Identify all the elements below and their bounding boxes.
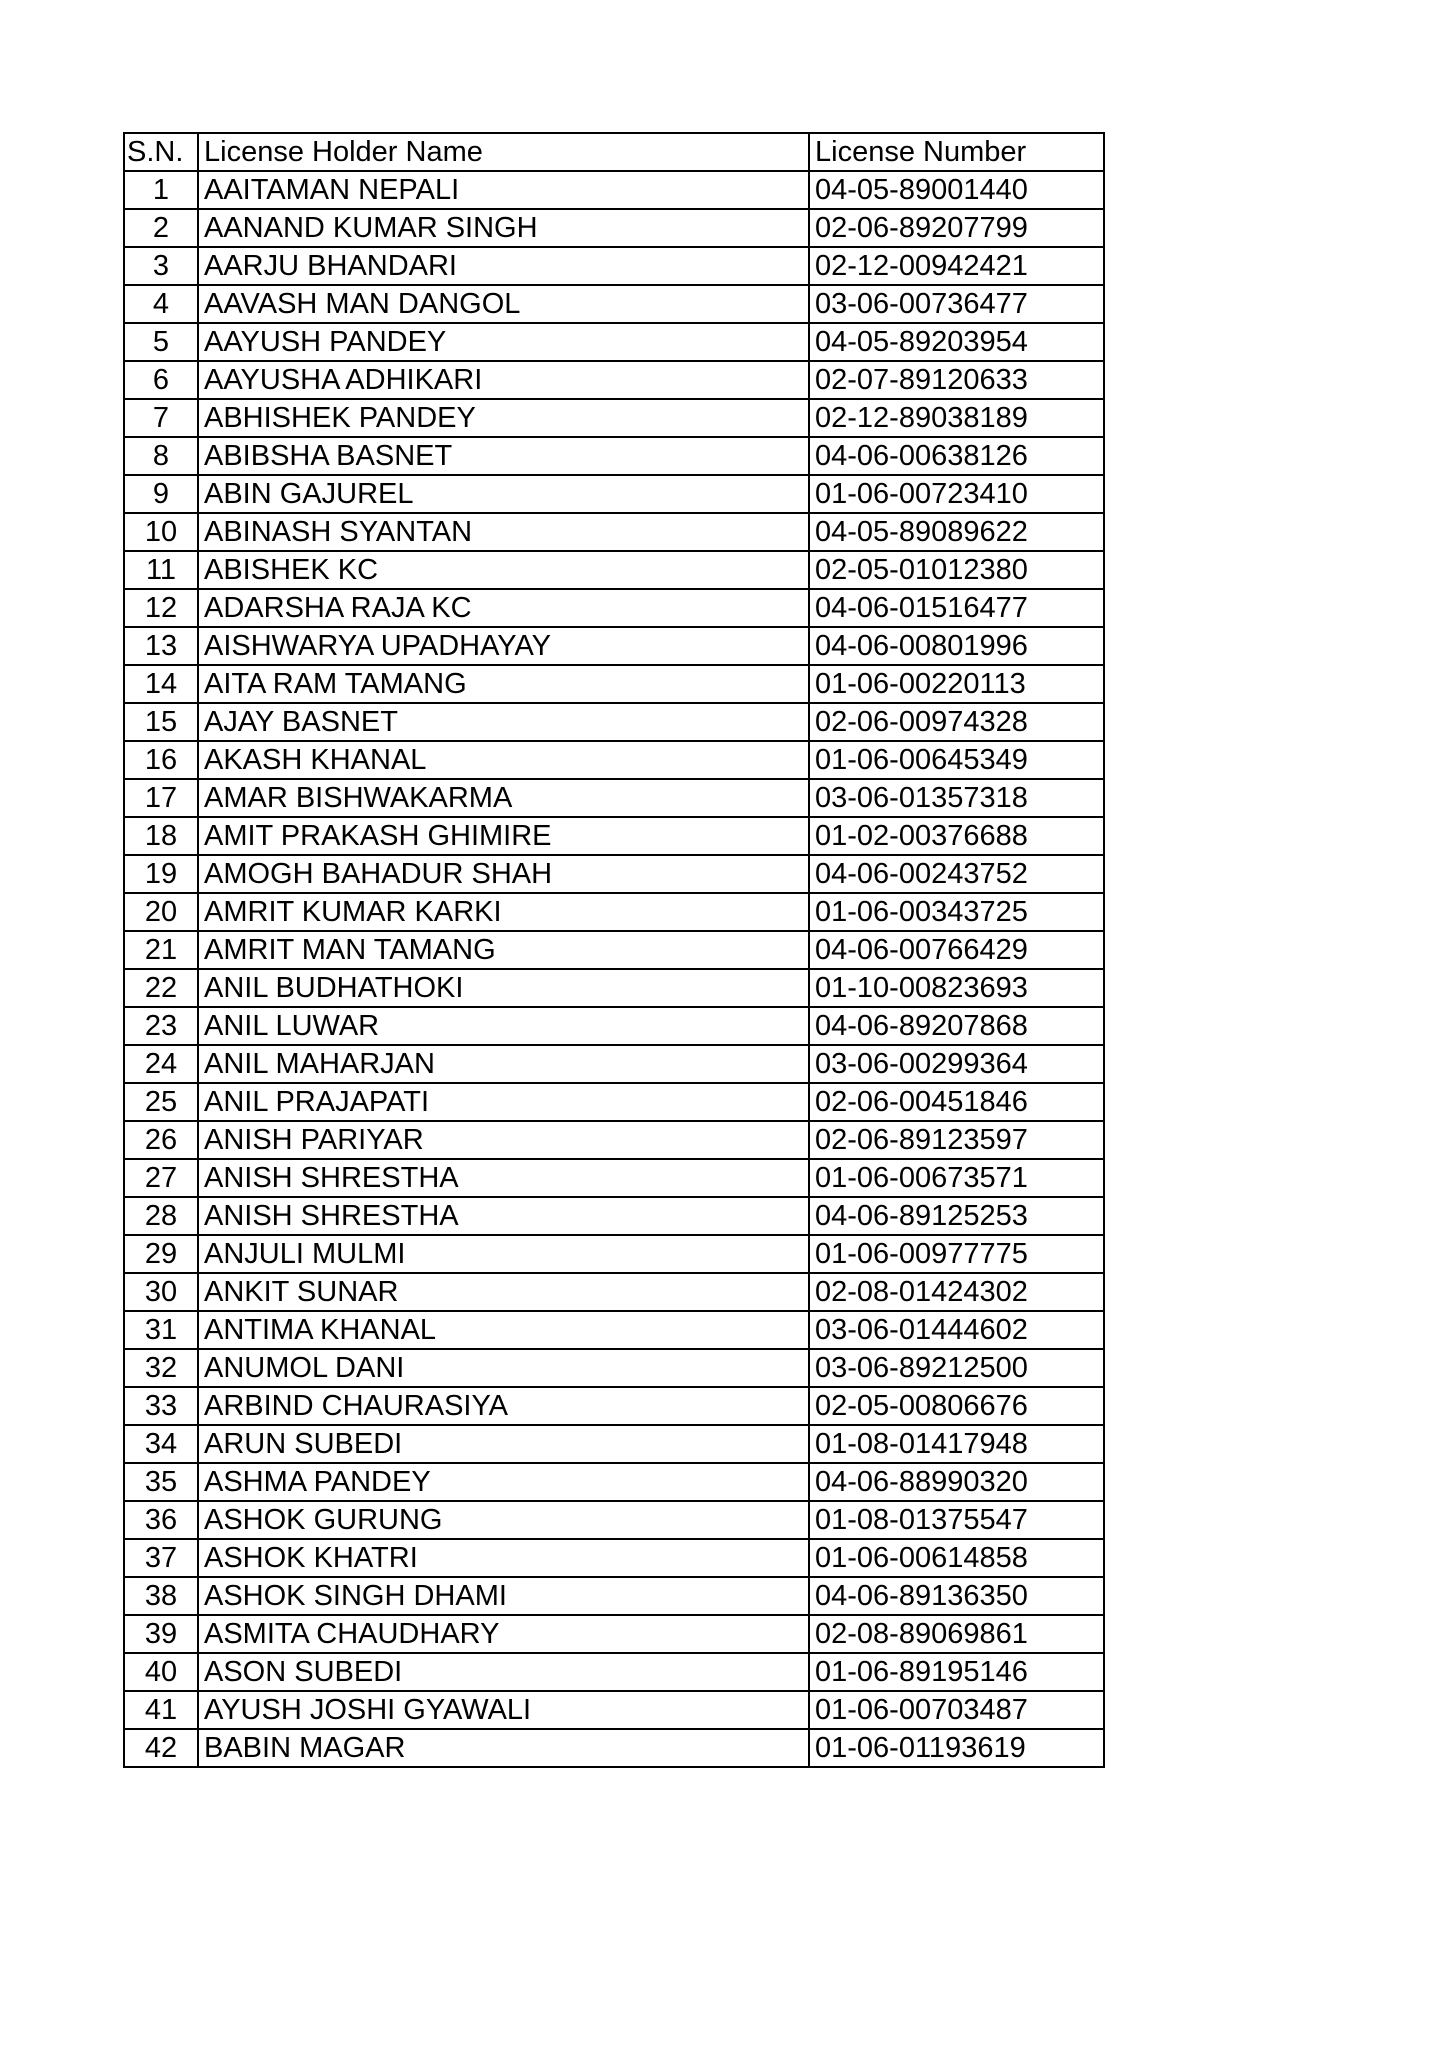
license-number-cell: 01-06-00220113 [809,665,1104,703]
license-number-cell: 01-06-00977775 [809,1235,1104,1273]
license-holder-name-cell: AARJU BHANDARI [198,247,809,285]
license-holder-name-cell: ARUN SUBEDI [198,1425,809,1463]
license-holder-name-cell: ANIL BUDHATHOKI [198,969,809,1007]
table-header [124,133,1104,171]
license-number-cell: 02-06-00451846 [809,1083,1104,1121]
serial-number-cell: 24 [124,1045,198,1083]
table-row [124,1729,1104,1767]
serial-number-cell: 33 [124,1387,198,1425]
license-number-cell: 01-10-00823693 [809,969,1104,1007]
serial-number-cell: 28 [124,1197,198,1235]
license-number-cell: 01-06-00614858 [809,1539,1104,1577]
table-row [124,931,1104,969]
table-row [124,1159,1104,1197]
license-number-cell: 04-06-00243752 [809,855,1104,893]
table-row [124,1425,1104,1463]
serial-number-cell: 38 [124,1577,198,1615]
license-number-cell: 01-06-01193619 [809,1729,1104,1767]
serial-number-cell: 31 [124,1311,198,1349]
table-row [124,1197,1104,1235]
license-number-cell: 02-12-89038189 [809,399,1104,437]
serial-number-cell: 26 [124,1121,198,1159]
license-number-cell: 02-06-00974328 [809,703,1104,741]
license-holder-name-cell: ABISHEK KC [198,551,809,589]
table-row [124,1045,1104,1083]
license-holder-name-cell: ANJULI MULMI [198,1235,809,1273]
serial-number-cell: 17 [124,779,198,817]
table-row [124,741,1104,779]
serial-number-cell: 30 [124,1273,198,1311]
license-number-cell: 02-08-01424302 [809,1273,1104,1311]
serial-number-cell: 27 [124,1159,198,1197]
license-number-cell: 01-06-89195146 [809,1653,1104,1691]
serial-number-cell: 22 [124,969,198,1007]
license-number-cell: 01-06-00645349 [809,741,1104,779]
serial-number-cell: 2 [124,209,198,247]
license-holder-name-cell: ABIBSHA BASNET [198,437,809,475]
license-holder-name-cell: ADARSHA RAJA KC [198,589,809,627]
table-row [124,589,1104,627]
license-number-cell: 04-06-88990320 [809,1463,1104,1501]
license-holder-name-cell: ANISH PARIYAR [198,1121,809,1159]
license-number-cell: 02-12-00942421 [809,247,1104,285]
license-number-cell: 01-08-01417948 [809,1425,1104,1463]
table-row [124,817,1104,855]
license-holder-name-cell: ANTIMA KHANAL [198,1311,809,1349]
license-holder-name-cell: AMIT PRAKASH GHIMIRE [198,817,809,855]
license-holder-name-cell: ASHOK GURUNG [198,1501,809,1539]
table-row [124,1691,1104,1729]
license-holder-name-cell: BABIN MAGAR [198,1729,809,1767]
table-row [124,551,1104,589]
table-row [124,893,1104,931]
table-body [124,171,1104,1767]
serial-number-cell: 36 [124,1501,198,1539]
license-number-cell: 04-05-89203954 [809,323,1104,361]
serial-number-cell: 37 [124,1539,198,1577]
serial-number-cell: 42 [124,1729,198,1767]
serial-number-cell: 15 [124,703,198,741]
serial-number-cell: 23 [124,1007,198,1045]
serial-number-cell: 12 [124,589,198,627]
serial-number-cell: 21 [124,931,198,969]
serial-number-cell: 34 [124,1425,198,1463]
license-number-cell: 03-06-89212500 [809,1349,1104,1387]
license-holder-name-cell: AMAR BISHWAKARMA [198,779,809,817]
license-number-cell: 04-06-01516477 [809,589,1104,627]
serial-number-cell: 13 [124,627,198,665]
serial-number-cell: 9 [124,475,198,513]
table-row [124,1577,1104,1615]
license-number-cell: 01-06-00703487 [809,1691,1104,1729]
serial-number-cell: 39 [124,1615,198,1653]
table-row [124,209,1104,247]
license-number-cell: 04-06-00801996 [809,627,1104,665]
table-row [124,247,1104,285]
table-row [124,779,1104,817]
license-number-cell: 04-06-00638126 [809,437,1104,475]
table-row [124,1539,1104,1577]
license-holder-name-header: License Holder Name [198,133,809,171]
serial-number-cell: 14 [124,665,198,703]
table-row [124,969,1104,1007]
license-holder-name-cell: ABIN GAJUREL [198,475,809,513]
license-number-cell: 01-08-01375547 [809,1501,1104,1539]
table-row [124,1349,1104,1387]
license-holder-name-cell: AANAND KUMAR SINGH [198,209,809,247]
license-holder-name-cell: ARBIND CHAURASIYA [198,1387,809,1425]
table-row [124,361,1104,399]
license-holder-table [123,132,1105,1768]
serial-number-cell: 3 [124,247,198,285]
table-row [124,703,1104,741]
license-number-cell: 04-06-00766429 [809,931,1104,969]
serial-number-cell: 5 [124,323,198,361]
table-row [124,323,1104,361]
license-holder-name-cell: ANUMOL DANI [198,1349,809,1387]
serial-number-header: S.N. [124,133,198,171]
serial-number-cell: 4 [124,285,198,323]
license-number-cell: 01-06-00343725 [809,893,1104,931]
table-row [124,1653,1104,1691]
license-holder-name-cell: AMRIT KUMAR KARKI [198,893,809,931]
license-number-cell: 01-06-00673571 [809,1159,1104,1197]
serial-number-cell: 10 [124,513,198,551]
license-number-cell: 04-05-89089622 [809,513,1104,551]
license-number-cell: 03-06-00736477 [809,285,1104,323]
header-row [124,133,1104,171]
table-row [124,855,1104,893]
table-row [124,1501,1104,1539]
table-row [124,399,1104,437]
serial-number-cell: 25 [124,1083,198,1121]
license-holder-name-cell: ABHISHEK PANDEY [198,399,809,437]
table-row [124,475,1104,513]
license-holder-name-cell: ANISH SHRESTHA [198,1159,809,1197]
license-holder-name-cell: AKASH KHANAL [198,741,809,779]
license-holder-name-cell: ANIL PRAJAPATI [198,1083,809,1121]
table-row [124,1083,1104,1121]
table-row [124,1121,1104,1159]
license-holder-name-cell: ASHOK KHATRI [198,1539,809,1577]
license-holder-name-cell: ABINASH SYANTAN [198,513,809,551]
serial-number-cell: 29 [124,1235,198,1273]
table-row [124,1615,1104,1653]
license-number-cell: 03-06-01444602 [809,1311,1104,1349]
license-number-cell: 02-06-89207799 [809,209,1104,247]
serial-number-cell: 6 [124,361,198,399]
table-row [124,1273,1104,1311]
license-number-cell: 02-05-01012380 [809,551,1104,589]
table-row [124,1007,1104,1045]
license-number-cell: 02-05-00806676 [809,1387,1104,1425]
license-number-cell: 02-06-89123597 [809,1121,1104,1159]
table-row [124,1463,1104,1501]
license-holder-name-cell: AAITAMAN NEPALI [198,171,809,209]
license-holder-name-cell: ANKIT SUNAR [198,1273,809,1311]
serial-number-cell: 7 [124,399,198,437]
license-number-cell: 02-08-89069861 [809,1615,1104,1653]
license-number-cell: 04-06-89125253 [809,1197,1104,1235]
table-row [124,437,1104,475]
serial-number-cell: 18 [124,817,198,855]
license-holder-name-cell: AAYUSH PANDEY [198,323,809,361]
license-holder-name-cell: ANISH SHRESTHA [198,1197,809,1235]
serial-number-cell: 16 [124,741,198,779]
table-row [124,627,1104,665]
table-row [124,285,1104,323]
license-holder-name-cell: AITA RAM TAMANG [198,665,809,703]
serial-number-cell: 1 [124,171,198,209]
license-holder-name-cell: AAYUSHA ADHIKARI [198,361,809,399]
serial-number-cell: 35 [124,1463,198,1501]
license-holder-name-cell: AYUSH JOSHI GYAWALI [198,1691,809,1729]
license-number-cell: 04-05-89001440 [809,171,1104,209]
license-holder-name-cell: ASMITA CHAUDHARY [198,1615,809,1653]
license-number-cell: 04-06-89136350 [809,1577,1104,1615]
serial-number-cell: 19 [124,855,198,893]
table-row [124,1311,1104,1349]
serial-number-cell: 41 [124,1691,198,1729]
table-row [124,171,1104,209]
license-holder-name-cell: ASHMA PANDEY [198,1463,809,1501]
serial-number-cell: 11 [124,551,198,589]
table-row [124,1387,1104,1425]
license-number-cell: 03-06-00299364 [809,1045,1104,1083]
serial-number-cell: 32 [124,1349,198,1387]
table-row [124,1235,1104,1273]
license-number-cell: 04-06-89207868 [809,1007,1104,1045]
serial-number-cell: 40 [124,1653,198,1691]
license-number-cell: 03-06-01357318 [809,779,1104,817]
license-number-cell: 02-07-89120633 [809,361,1104,399]
license-holder-name-cell: AMOGH BAHADUR SHAH [198,855,809,893]
serial-number-cell: 20 [124,893,198,931]
license-holder-name-cell: AJAY BASNET [198,703,809,741]
license-holder-name-cell: ANIL MAHARJAN [198,1045,809,1083]
table-row [124,665,1104,703]
license-holder-name-cell: AISHWARYA UPADHAYAY [198,627,809,665]
license-holder-name-cell: AMRIT MAN TAMANG [198,931,809,969]
license-number-header: License Number [809,133,1104,171]
table-row [124,513,1104,551]
license-holder-name-cell: ASON SUBEDI [198,1653,809,1691]
license-holder-name-cell: AAVASH MAN DANGOL [198,285,809,323]
license-holder-name-cell: ANIL LUWAR [198,1007,809,1045]
serial-number-cell: 8 [124,437,198,475]
license-number-cell: 01-06-00723410 [809,475,1104,513]
license-number-cell: 01-02-00376688 [809,817,1104,855]
license-holder-name-cell: ASHOK SINGH DHAMI [198,1577,809,1615]
